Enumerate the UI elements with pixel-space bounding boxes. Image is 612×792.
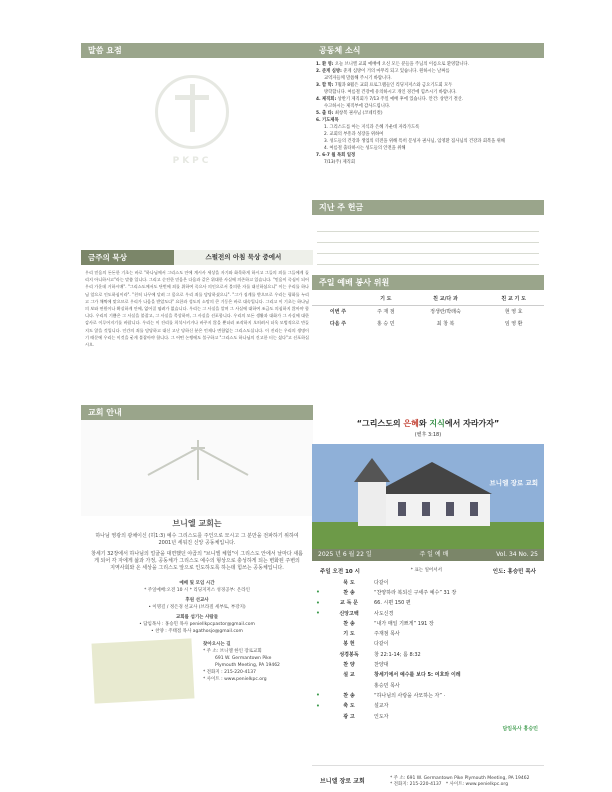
volunteers-title: 주일 예배 봉사 위원 [312, 275, 544, 290]
sermon-title: 말씀 요점 [81, 43, 313, 58]
logo-text: PKPC [172, 156, 212, 166]
addr-line-1: 691 W. Germantown Pike [215, 656, 272, 661]
meditation-label: 금주의 묵상 [88, 253, 127, 262]
cross-icon [190, 84, 195, 132]
offering-line [317, 221, 539, 232]
church-intro [81, 520, 313, 572]
church-info-panel [81, 405, 313, 735]
church-roof-icon [143, 440, 253, 480]
news-item-cont: 수고하시는 제직부에 감사드립니다. [324, 104, 391, 109]
service-title: 주 일 예 배 [419, 551, 449, 558]
news-title: 공동체 소식 [312, 43, 544, 58]
news-panel [312, 43, 544, 373]
prayer-item: 4. 여름철 출타하시는 성도들의 안전을 위해 [324, 146, 406, 151]
directions [193, 641, 280, 701]
schedule-item: 7/13(주) 제직회 [324, 160, 355, 165]
table-row: 성경봉독 창 22:1-14; 롬 8:32 [339, 651, 421, 658]
service-date: 2025 년 6 월 22 일 [318, 551, 372, 558]
volunteers-table [312, 293, 544, 329]
website: * 사이트 : www.penielkpc.org [203, 677, 267, 682]
table-row: 이번 주 주 재 점 정생란/박래숙 현 영 효 [329, 308, 523, 315]
footer-site: * 사이트: www.penielkpc.org [445, 781, 509, 787]
table-row: 기 도 주재점 목사 [343, 631, 400, 638]
table-row: • 교 독 문 66. 시편 150 편 [315, 598, 411, 607]
footer-brand: 브니엘 장로 교회 [320, 778, 365, 785]
table-row: • 신앙고백 사도신경 [315, 609, 394, 618]
table-row: • 찬 송 “하나님의 사랑을 사모하는 자” · [315, 691, 446, 700]
table-row: 홍승민 목사 [374, 682, 400, 689]
news-list [312, 58, 544, 166]
meditation-text: 우리 믿음의 든든한 기초는 바로 "하나님께서 그리스도 안에 계시사 세상을 자기와 화목하게 하시고 그들의 죄를 그들에게 돌리지 아니하시고"라는 말씀 입니다. 그리고 순전한 믿음은 다음과 같은 위대한 사실에 의존하고 있습니다. "믿음이 죽심이 되어 우리 가운데 거하시매". "그리스도께서도 단번에 죄를 위하여 죽으사 의인으로서 불의한 자를 대신하셨으니" 이는 우리를 하나님 앞으로 인도하심이라". "친히 나무에 달려 그 몸으로 우리 죄를 담당하셨으니". "그가 징계를 받으므로 우리는 평화를 누리고 그가 채찍에 맞으므로 우리가 나음을 받았도다" 요한과 성도의 소망의 큰 기둥은 바로 대속입니다. 그리고 이 기초는 하나님의 보와 연원이나 확실하게 안에, 없어질 염려가 없습니다. 우리는 그 사실을 알며 그 사실에 대하여 조금도 의심하지 않아야 합니다. 우리의 기쁨은 그 사실을 붙잡고, 그 사실을 묵상하며, 그 사실을 선포합니다. 우리의 모든 생활과 대화가 그 사실에 대한 감사로 이루어지기를 바랍니다. 우리는 이 진리를 희석시키거나 바꾸지 않을 뿐더러 조작하지 오히려서 더욱 모범적으로 만들지도 않을 것입니다. 인간의 죄를 담당하고 대신 고난 당하신 분은 언제나 변함없는 그리스도십니다. 이 진리는 우리의 생명이기 때문에 우리는 이것을 굳게 붙잡아야 합니다. 그 어떤 논쟁에도 불구하고 "그리스도 하나님의 건고한 터는 섰다"고 선포하십시오. [85, 270, 309, 348]
table-row: 묵 도 다같이 [343, 579, 389, 586]
cover-title: “그리스도의 은혜와 지식에서 자라가자” [356, 419, 500, 428]
prayer-item: 1. 그리스도를 아는 지식과 은혜 가운데 자라가도록 [324, 125, 420, 130]
news-item: 2. 준게 심방: 준게 심방이 거의 마무리 되고 있습니다. 원하시는 날짜를 [316, 69, 450, 74]
church-illustration [81, 420, 313, 516]
news-item: 6. 기도제목 [316, 118, 339, 123]
church-building-icon [312, 444, 544, 549]
direction-title: 찾아오시는 길 [203, 642, 231, 647]
pastor-name: 담임목사 홍승민 [502, 726, 538, 733]
table-row: 찬 양 찬양대 [343, 662, 389, 669]
order-leader: 인도: 홍승민 목사 [492, 569, 536, 575]
offering-line [317, 254, 539, 265]
meditation-header [81, 250, 313, 265]
church-info-title: 교회 안내 [81, 405, 313, 420]
church-logo-watermark [81, 58, 313, 198]
brand-name: 브니엘 장로 교회 [489, 479, 538, 487]
table-row: 광 고 인도자 [343, 713, 389, 720]
worship-times: * 주일예배:오전 10 시 * 리딩지저스 성경공부: 온라인 [144, 588, 250, 593]
missionary-info: • 이명길 / 정은경 선교사 (브라질 세부토, 부강지) [148, 605, 246, 610]
header-prayer: 기 도 [364, 293, 408, 305]
header-fellowship-prayer: 친 교 기 도 [483, 293, 544, 305]
news-item: 3. 합 학: 7월과 8월은 교회 프로그램들인 리딩지저스와 금요기도회 모두 [316, 83, 453, 88]
table-row: 설 교 창세기에서 예수를 보다 5: 여호와 이레 [343, 672, 461, 679]
church-photo [312, 444, 544, 549]
table-row: • 찬 송 “찬양하라 복되신 구세주 예수” 31 장 [315, 588, 457, 597]
table-row: 찬 송 “내가 매일 기쁘게” 191 장 [343, 620, 434, 627]
church-name: 브니엘 교회는 [172, 519, 222, 528]
news-item-cont: 방학합니다. 여름철 건강에 유의하시고 개인 경건에 힘쓰시기 바랍니다. [324, 90, 457, 95]
church-intro-2: 창세기 32장에서 하나님의 얼굴을 대면했던 야곱의 "브니엘 체험"이 그리스도 안에서 날마다 새롭게 되어 각 자에게 삶과 가정, 공동체가 그리스도 예수의 형상으로 충성하게 되는 변화된 주변의 지역사회와 온 세상을 그리스도 앞으로 인도하도록 하는데 힘쓰는 공동체입니다. [91, 551, 303, 571]
offering-line [317, 243, 539, 254]
service-bar [312, 549, 544, 561]
footer-address: * 주 소: 691 W. Germantown Pike Plymouth Meeting, PA 19462 [390, 775, 530, 781]
table-row: 봉 헌 다같이 [343, 641, 389, 648]
service-volume: Vol. 34 No. 25 [496, 551, 538, 558]
offering-title: 지난 주 헌금 [312, 200, 544, 215]
footer-phone: * 전화지: 215-220-4137 [390, 781, 442, 787]
servants-2: • 찬양 : 주태점 목사 agathosjo@gmail.com [151, 629, 243, 634]
order-note: * 표는 일어서서 [410, 568, 442, 573]
prayer-item: 3. 성도들의 건강과 생업의 터전을 위해 특히 문성자 권사님, 임영환 집사님의 건강과 회복을 위해 [324, 139, 505, 144]
news-item: 4. 제직회: 상반기 제직회가 7/13 주일 예배 후에 있습니다. 안건: 상반기 결산. [316, 97, 464, 102]
cover-verse: (벧후 3:18) [414, 432, 442, 438]
worship-title: 예배 및 모임 시간 [179, 581, 215, 586]
servants-1: • 담임목사 : 홍승민 목사 peniellkpcpastor@gmail.com [139, 622, 255, 627]
addr-label: * 주 소: 브니엘 한인 장로교회 [203, 649, 262, 654]
schedule-head: 7. 6-7 월 목회 일정 [316, 153, 356, 158]
prayer-item: 2. 교회의 부흥과 성장을 위하여 [324, 132, 384, 137]
church-intro-1: 하나님 영광의 광채이신 (히1:3) 예수 그리스도를 주인으로 모시고 그 분만을 전파하기 위하여 2001년 세워진 신앙 공동체입니다. [95, 533, 299, 546]
meditation-subtitle: 스펄전의 아침 묵상 중에서 [174, 250, 313, 265]
map-image [91, 638, 194, 703]
phone: * 전화지 : 215-220-4137 [203, 670, 256, 675]
news-item-cont: 교역자들께 말씀해 주시기 바랍니다. [324, 76, 392, 81]
news-item: 1. 환 영: 오늘 브니엘 교회 예배에 오신 모든 분들을 주님의 이름으로 환영합니다. [316, 62, 469, 67]
order-time: 주일 오전 10 시 [320, 569, 360, 575]
news-item: 5. 출 타: 최창복 권사님 (코네티컷) [316, 111, 383, 116]
table-row: • 축 도 설교자 [315, 701, 389, 710]
header-fellowship: 친 교/다 과 [408, 293, 484, 305]
addr-line-2: Plymouth Meeting, PA 19462 [215, 663, 280, 668]
offering-lines [312, 215, 544, 265]
servants-title: 교회를 섬기는 사람들 [175, 615, 219, 620]
cover-panel [312, 405, 544, 792]
order-header [312, 561, 544, 577]
sermon-panel [81, 43, 313, 373]
table-header-row [312, 293, 544, 305]
footer [312, 765, 544, 792]
cross-icon-bar [175, 95, 209, 100]
missionary-title: 후원 선교사 [185, 598, 209, 603]
offering-line [317, 232, 539, 243]
order-table [312, 577, 544, 721]
table-row: 다음 주 홍 승 민 최 창 복 임 영 환 [329, 320, 523, 327]
